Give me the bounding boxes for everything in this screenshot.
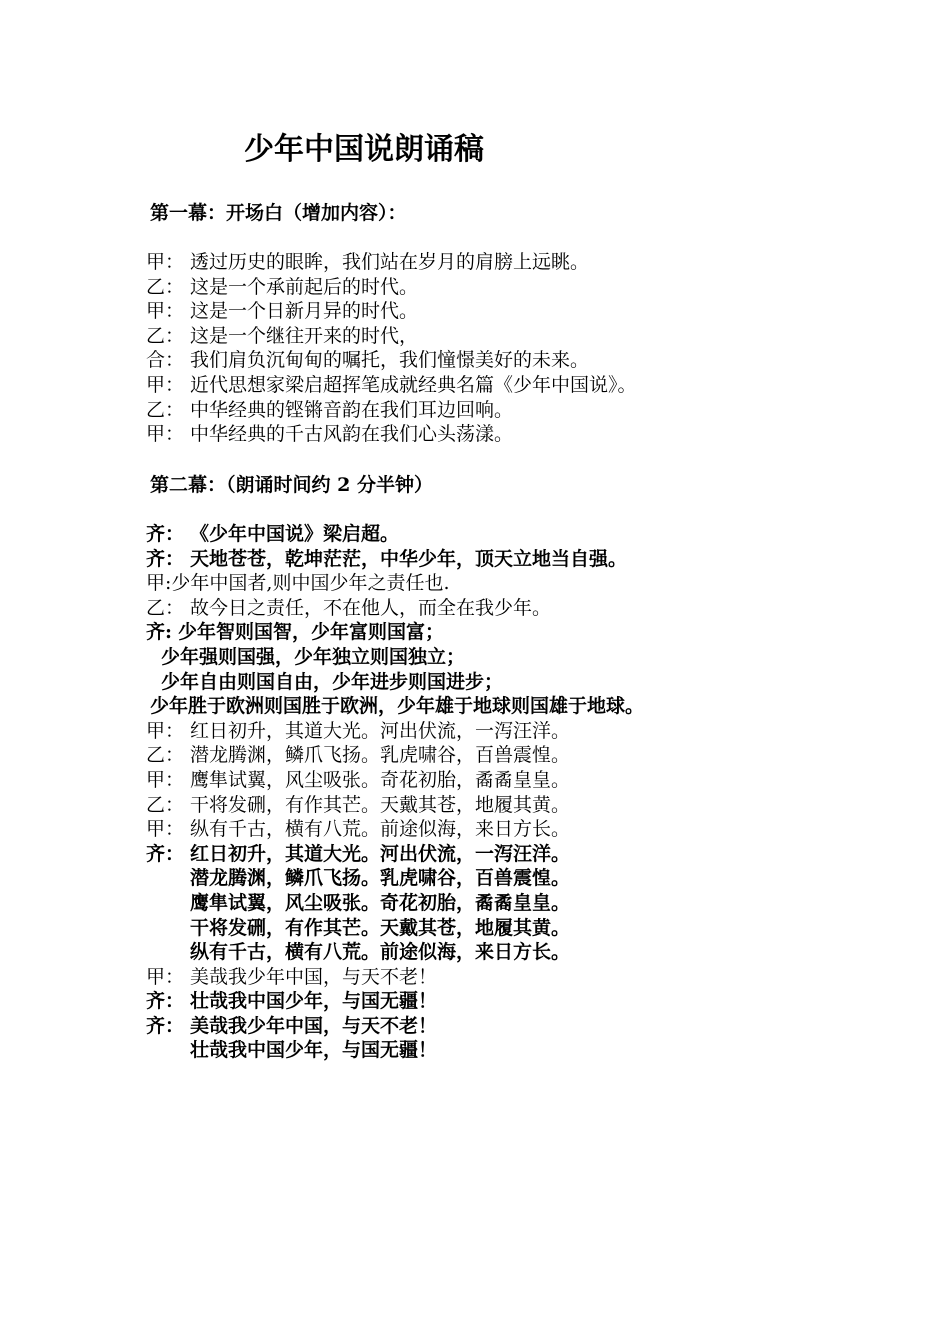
line-text: 近代思想家梁启超挥笔成就经典名篇《少年中国说》。	[190, 373, 637, 396]
speaker-label: 甲：	[146, 423, 185, 446]
script-line	[146, 768, 644, 793]
line-text: 这是一个承前起后的时代。	[190, 275, 419, 298]
script-line	[146, 348, 637, 373]
script-line	[146, 891, 644, 916]
line-text: 透过历史的眼眸，我们站在岁月的肩膀上远眺。	[190, 251, 590, 273]
act2-lines	[146, 522, 644, 1063]
speaker-label: 齐：	[146, 990, 185, 1013]
speaker-label: 齐：	[146, 547, 185, 570]
script-line	[146, 940, 644, 965]
speaker-label: 乙：	[146, 398, 185, 421]
speaker-label: 甲：	[146, 965, 185, 988]
speaker-label	[146, 940, 190, 965]
line-text: 少年中国者,则中国少年之责任也.	[171, 572, 450, 595]
script-line	[146, 422, 637, 447]
speaker-label	[146, 645, 161, 670]
line-text: 干将发硎，有作其芒。天戴其苍，地履其黄。	[190, 793, 571, 816]
speaker-label	[146, 670, 161, 695]
script-line	[146, 596, 644, 621]
line-text: 中华经典的千古风韵在我们心头荡漾。	[190, 423, 514, 446]
script-line	[146, 275, 637, 300]
speaker-label: 甲：	[146, 768, 185, 791]
script-line	[146, 373, 637, 398]
line-text: 红日初升，其道大光。河出伏流，一泻汪洋。	[190, 842, 571, 865]
script-line	[146, 916, 644, 941]
speaker-label: 齐：	[146, 523, 185, 545]
line-text: 潜龙腾渊，鳞爪飞扬。乳虎啸谷，百兽震惶。	[190, 744, 571, 767]
script-line	[146, 547, 644, 572]
line-text: 少年智则国智，少年富则国富；	[178, 621, 445, 644]
line-text: 美哉我少年中国，与天不老！	[190, 965, 438, 988]
line-text: 我们肩负沉甸甸的嘱托，我们憧憬美好的未来。	[190, 349, 590, 372]
line-text: 红日初升，其道大光。河出伏流，一泻汪洋。	[190, 719, 571, 742]
speaker-label	[146, 866, 190, 891]
line-text: 故今日之责任，不在他人，而全在我少年。	[190, 596, 552, 619]
line-text: 天地苍苍，乾坤茫茫，中华少年，顶天立地当自强。	[190, 547, 628, 570]
script-line	[146, 571, 644, 596]
speaker-label: 乙：	[146, 744, 185, 767]
script-line	[146, 965, 644, 990]
script-line	[146, 299, 637, 324]
line-text: 少年自由则国自由，少年进步则国进步；	[161, 670, 504, 693]
script-line	[146, 324, 637, 349]
speaker-label: 甲：	[146, 373, 185, 396]
speaker-label: 齐:	[146, 621, 173, 644]
document-title: 少年中国说朗诵稿	[244, 132, 484, 167]
line-text: 鹰隼试翼，风尘吸张。奇花初胎，矞矞皇皇。	[190, 768, 571, 791]
line-text: 少年强则国强，少年独立则国独立；	[161, 645, 466, 668]
script-line	[146, 398, 637, 423]
speaker-label: 乙：	[146, 275, 185, 298]
script-line	[146, 250, 637, 275]
script-line	[146, 817, 644, 842]
script-line	[146, 989, 644, 1014]
line-text: 这是一个日新月异的时代。	[190, 300, 419, 323]
line-text: 潜龙腾渊，鳞爪飞扬。乳虎啸谷，百兽震惶。	[190, 867, 571, 890]
script-line	[146, 842, 644, 867]
act1-lines	[146, 250, 637, 447]
speaker-label: 甲：	[146, 251, 185, 273]
script-line	[146, 522, 644, 547]
script-line	[146, 719, 644, 744]
speaker-label: 甲:	[146, 572, 172, 595]
speaker-label	[146, 891, 190, 916]
speaker-label: 合：	[146, 349, 185, 372]
script-line	[146, 670, 644, 695]
script-line	[146, 620, 644, 645]
line-text: 纵有千古，横有八荒。前途似海，来日方长。	[190, 941, 571, 964]
line-text: 中华经典的铿锵音韵在我们耳边回响。	[190, 398, 514, 421]
script-line	[146, 866, 644, 891]
line-text: 干将发硎，有作其芒。天戴其苍，地履其黄。	[190, 916, 571, 939]
script-line	[146, 1038, 644, 1063]
speaker-label: 齐：	[146, 842, 185, 865]
script-line	[146, 645, 644, 670]
line-text: 纵有千古，横有八荒。前途似海，来日方长。	[190, 818, 571, 841]
line-text: 少年胜于欧洲则国胜于欧洲，少年雄于地球则国雄于地球。	[150, 695, 645, 718]
script-line	[146, 1014, 644, 1039]
line-text: 《少年中国说》梁启超。	[190, 523, 400, 545]
act2-heading: 第二幕：（朗诵时间约 2 分半钟）	[150, 474, 433, 496]
speaker-label: 齐：	[146, 1014, 185, 1037]
line-text: 美哉我少年中国，与天不老！	[190, 1014, 438, 1037]
line-text: 这是一个继往开来的时代，	[190, 324, 419, 347]
speaker-label: 甲：	[146, 719, 185, 742]
script-line	[146, 743, 644, 768]
line-text: 鹰隼试翼，风尘吸张。奇花初胎，矞矞皇皇。	[190, 891, 571, 914]
act1-heading: 第一幕：开场白（增加内容）：	[150, 202, 407, 224]
speaker-label: 乙：	[146, 324, 185, 347]
script-line	[146, 694, 644, 719]
speaker-label: 乙：	[146, 596, 185, 619]
speaker-label: 甲：	[146, 818, 185, 841]
speaker-label: 甲：	[146, 300, 185, 323]
speaker-label: 乙：	[146, 793, 185, 816]
line-text: 壮哉我中国少年，与国无疆！	[190, 1039, 438, 1062]
script-line	[146, 793, 644, 818]
speaker-label	[146, 916, 190, 941]
line-text: 壮哉我中国少年，与国无疆！	[190, 990, 438, 1013]
speaker-label	[146, 1038, 190, 1063]
